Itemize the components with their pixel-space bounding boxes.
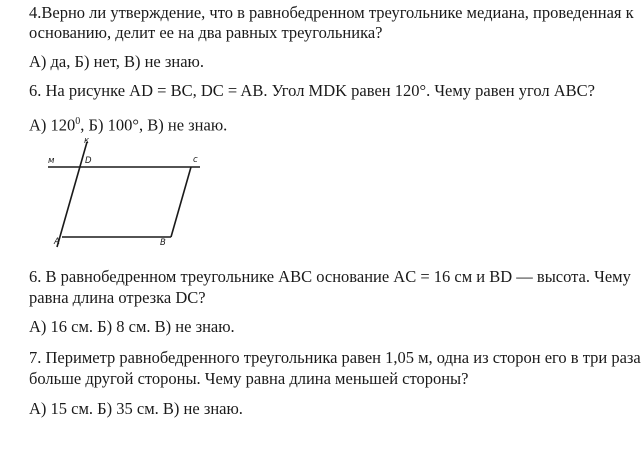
question-7-line-2: больше другой стороны. Чему равна длина меньшей стороны? [29, 369, 469, 388]
label-m: м [48, 156, 55, 166]
label-d: D [85, 156, 92, 166]
question-6-parallelogram-text: 6. На рисунке AD = BC, DC = AB. Угол MDK равен 120°. Чему равен угол ABC? [29, 81, 595, 100]
answer-rest-text: , Б) 100°, В) не знаю. [80, 115, 228, 135]
label-c: с [193, 155, 198, 165]
question-6-triangle-answers: А) 16 см. Б) 8 см. В) не знаю. [29, 317, 235, 336]
label-b: B [160, 238, 166, 248]
question-6-triangle-line-1: 6. В равнобедренном треугольнике ABC основание AC = 16 см и BD — высота. Чему [29, 267, 631, 286]
answer-a-text: А) 120 [29, 115, 76, 135]
question-4-line-1: 4.Верно ли утверждение, что в равнобедренном треугольнике медиана, проведенная к [29, 3, 634, 22]
question-4-line-2: основанию, делит ее на два равных треугольника? [29, 23, 383, 42]
side-bc [171, 167, 191, 237]
label-a: A [54, 237, 60, 247]
question-6-triangle-line-2: равна длина отрезка DC? [29, 288, 206, 307]
question-7-answers: А) 15 см. Б) 35 см. В) не знаю. [29, 399, 243, 418]
parallelogram-diagram [40, 132, 210, 252]
degree-superscript: 0 [75, 116, 81, 127]
question-4-answers: А) да, Б) нет, В) не знаю. [29, 52, 204, 71]
label-k: к [84, 136, 90, 146]
question-7-line-1: 7. Периметр равнобедренного треугольника равен 1,05 м, одна из сторон его в три раза [29, 348, 641, 367]
line-ak [57, 142, 87, 247]
